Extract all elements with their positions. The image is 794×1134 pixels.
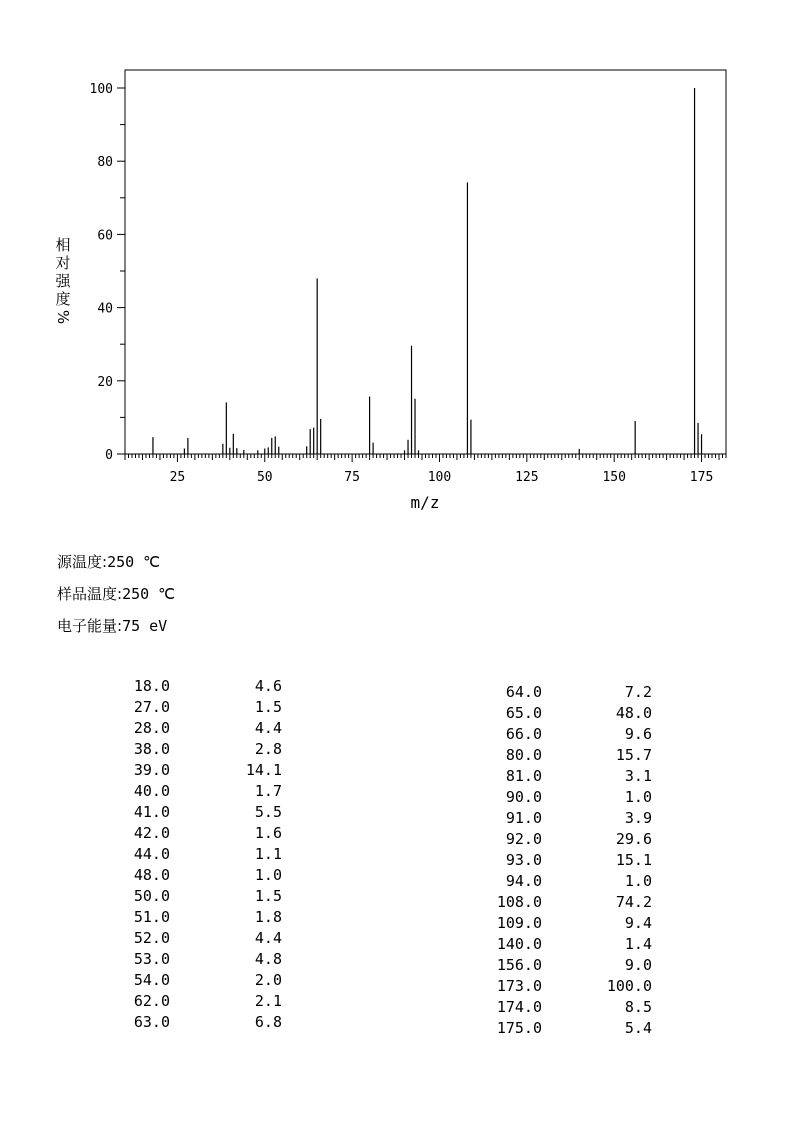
source-temperature-value: 250 ℃: [107, 553, 161, 571]
intensity-value: 7.2: [624, 683, 652, 701]
mz-value: 175.0: [496, 1019, 542, 1037]
y-tick-label: 80: [97, 155, 113, 171]
x-axis: [125, 454, 726, 485]
intensity-value: 1.0: [624, 788, 652, 806]
y-tick-label: 0: [105, 448, 113, 463]
mz-value: 38.0: [133, 740, 170, 758]
y-axis: [90, 82, 125, 463]
intensity-value: 100.0: [606, 977, 652, 995]
mz-value: 65.0: [505, 704, 542, 722]
mz-value: 52.0: [133, 929, 170, 947]
electron-energy: [57, 615, 167, 636]
x-tick-label: 125: [515, 470, 539, 485]
intensity-value: 14.1: [245, 761, 282, 779]
mz-value: 27.0: [133, 698, 170, 716]
mz-value: 51.0: [133, 908, 170, 926]
mz-value: 62.0: [133, 992, 170, 1010]
mz-value: 92.0: [505, 830, 542, 848]
mz-value: 40.0: [133, 782, 170, 800]
mz-value: 18.0: [133, 677, 170, 695]
mz-value: 44.0: [133, 845, 170, 863]
intensity-value: 9.6: [624, 725, 652, 743]
mz-value: 53.0: [133, 950, 170, 968]
peaks: [153, 88, 702, 454]
x-tick-label: 100: [427, 470, 452, 485]
mass-spectrum-chart: [0, 0, 794, 530]
mz-value: 81.0: [505, 767, 542, 785]
source-temperature: [57, 551, 160, 572]
x-tick-label: 75: [344, 470, 360, 485]
mz-value: 48.0: [133, 866, 170, 884]
x-tick-label: 25: [169, 470, 186, 485]
mz-value: 108.0: [496, 893, 542, 911]
intensity-value: 15.7: [615, 746, 652, 764]
mz-value: 50.0: [133, 887, 170, 905]
y-tick-label: 20: [97, 374, 113, 390]
intensity-value: 4.8: [254, 950, 282, 968]
mz-value: 174.0: [496, 998, 542, 1016]
x-tick-label: 150: [602, 470, 626, 485]
intensity-value: 9.4: [624, 914, 652, 932]
y-tick-label: 40: [97, 301, 113, 317]
electron-energy-label: 电子能量:: [57, 617, 123, 635]
intensity-value: 1.8: [254, 908, 282, 926]
intensity-value: 4.4: [254, 929, 282, 947]
intensity-value: 1.7: [254, 782, 282, 800]
intensity-value: 1.4: [624, 935, 652, 953]
sample-temperature: [57, 583, 175, 604]
mz-value: 41.0: [133, 803, 170, 821]
intensity-value: 74.2: [615, 893, 652, 911]
intensity-value: 2.0: [254, 971, 282, 989]
intensity-value: 1.6: [254, 824, 282, 842]
mz-value: 173.0: [496, 977, 542, 995]
sample-temperature-label: 样品温度:: [57, 585, 123, 603]
mz-value: 54.0: [133, 971, 170, 989]
electron-energy-value: 75 eV: [122, 617, 168, 635]
intensity-value: 5.4: [624, 1019, 652, 1037]
mz-value: 39.0: [133, 761, 170, 779]
intensity-value: 15.1: [615, 851, 652, 869]
x-tick-label: 175: [689, 470, 714, 485]
intensity-value: 1.0: [624, 872, 652, 890]
mz-value: 42.0: [133, 824, 170, 842]
mz-value: 140.0: [496, 935, 542, 953]
intensity-value: 1.5: [254, 887, 282, 905]
intensity-value: 48.0: [615, 704, 652, 722]
mz-value: 156.0: [496, 956, 542, 974]
mz-value: 109.0: [496, 914, 542, 932]
sample-temperature-value: 250 ℃: [122, 585, 176, 603]
mz-value: 66.0: [505, 725, 542, 743]
intensity-value: 1.1: [254, 845, 282, 863]
x-tick-label: 50: [256, 470, 273, 485]
intensity-value: 5.5: [254, 803, 282, 821]
y-tick-label: 100: [89, 82, 113, 97]
intensity-value: 2.8: [254, 740, 282, 758]
mz-value: 64.0: [505, 683, 542, 701]
mz-value: 28.0: [133, 719, 170, 737]
intensity-value: 3.1: [624, 767, 652, 785]
intensity-value: 6.8: [254, 1013, 282, 1031]
intensity-value: 8.5: [624, 998, 652, 1016]
y-tick-label: 60: [97, 228, 113, 244]
intensity-value: 4.6: [254, 677, 282, 695]
mz-value: 63.0: [133, 1013, 170, 1031]
mz-value: 91.0: [505, 809, 542, 827]
intensity-value: 2.1: [254, 992, 282, 1010]
intensity-value: 1.5: [254, 698, 282, 716]
y-axis-unit: %: [53, 309, 72, 325]
mz-value: 80.0: [505, 746, 542, 764]
plot-frame: [125, 70, 726, 454]
y-axis-label: 相 对 强 度 %: [53, 236, 72, 325]
mz-value: 90.0: [505, 788, 542, 806]
intensity-value: 1.0: [254, 866, 282, 884]
x-axis-label: m/z: [410, 493, 440, 512]
mz-value: 94.0: [505, 872, 542, 890]
mz-value: 93.0: [505, 851, 542, 869]
intensity-value: 9.0: [624, 956, 652, 974]
intensity-value: 3.9: [624, 809, 652, 827]
intensity-value: 29.6: [615, 830, 652, 848]
intensity-value: 4.4: [254, 719, 282, 737]
source-temperature-label: 源温度:: [57, 553, 108, 571]
